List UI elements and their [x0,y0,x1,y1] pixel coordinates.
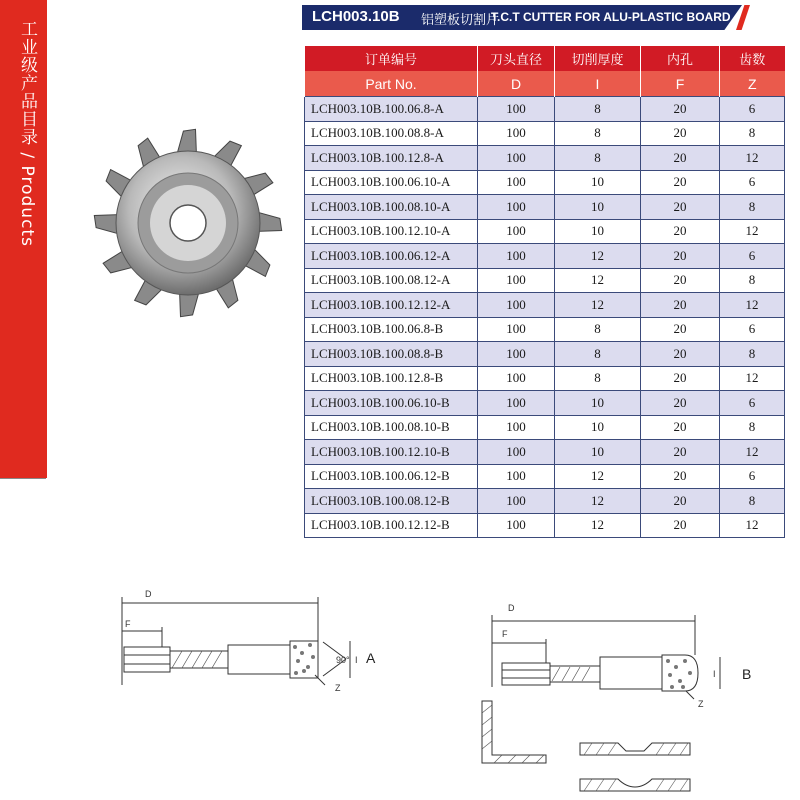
table-cell: 12 [555,489,641,514]
table-cell: 20 [641,415,720,440]
dim-z-label: Z [335,683,341,693]
table-cell: 100 [478,146,555,171]
table-cell: LCH003.10B.100.08.12-B [305,489,478,514]
dim-i-label: I [355,655,358,665]
table-cell: 20 [641,146,720,171]
dim-i-label: I [713,669,716,679]
spec-table [304,46,785,538]
table-cell: 10 [555,170,641,195]
table-cell: LCH003.10B.100.08.12-A [305,268,478,293]
table-cell: 12 [720,513,785,538]
product-name-cn: 铝塑板切割片 [421,13,500,28]
table-cell: 20 [641,342,720,367]
table-row [305,317,785,342]
table-row [305,268,785,293]
dim-z-label: Z [698,699,704,709]
table-cell: 20 [641,268,720,293]
table-cell: 100 [478,317,555,342]
u-groove-panel [580,779,690,791]
table-cell: 20 [641,391,720,416]
table-row [305,489,785,514]
table-cell: 20 [641,244,720,269]
table-cell: 6 [720,317,785,342]
diagram-b [480,595,780,800]
header-en: Part No. [305,71,478,97]
table-cell: 100 [478,513,555,538]
table-cell: 100 [478,293,555,318]
table-cell: 6 [720,170,785,195]
table-cell: 20 [641,195,720,220]
table-cell: 100 [478,342,555,367]
product-name-en: T.C.T CUTTER FOR ALU-PLASTIC BOARD [491,10,731,24]
table-cell: LCH003.10B.100.06.12-B [305,464,478,489]
table-row [305,293,785,318]
table-cell: 100 [478,440,555,465]
table-cell: 20 [641,366,720,391]
table-cell: 12 [555,513,641,538]
table-cell: 8 [555,146,641,171]
header-en: Z [720,71,785,97]
table-cell: 100 [478,391,555,416]
table-cell: 20 [641,121,720,146]
table-cell: 12 [555,268,641,293]
table-cell: 12 [555,464,641,489]
table-cell: 20 [641,97,720,122]
table-cell: 20 [641,317,720,342]
table-row [305,342,785,367]
table-cell: 12 [720,366,785,391]
table-cell: 20 [641,489,720,514]
table-cell: 20 [641,440,720,465]
header-cn: 订单编号 [305,46,478,71]
table-cell: 12 [720,219,785,244]
product-code: LCH003.10B [312,8,400,25]
table-row [305,464,785,489]
side-divider [0,478,46,479]
table-row [305,219,785,244]
table-row [305,513,785,538]
table-cell: LCH003.10B.100.12.12-B [305,513,478,538]
table-cell: LCH003.10B.100.08.8-B [305,342,478,367]
table-cell: 20 [641,464,720,489]
diagram-b-tag: B [742,666,752,682]
table-cell: 8 [555,366,641,391]
side-bar [0,0,47,478]
dim-d-label: D [508,603,515,613]
v-groove-panel [580,743,690,755]
table-cell: 100 [478,121,555,146]
dim-f-label: F [125,619,131,629]
table-row [305,440,785,465]
header-row-en [305,71,785,97]
table-cell: LCH003.10B.100.06.12-A [305,244,478,269]
table-cell: 100 [478,366,555,391]
table-cell: 8 [720,268,785,293]
table-cell: 100 [478,219,555,244]
table-cell: 12 [555,244,641,269]
table-cell: 6 [720,464,785,489]
table-cell: 8 [720,489,785,514]
table-row [305,146,785,171]
table-cell: 8 [720,121,785,146]
table-row [305,244,785,269]
header-row-cn [305,46,785,71]
table-cell: 100 [478,170,555,195]
table-cell: LCH003.10B.100.06.10-A [305,170,478,195]
table-cell: 100 [478,268,555,293]
table-row [305,391,785,416]
table-cell: 100 [478,244,555,269]
table-cell: 8 [720,342,785,367]
table-cell: 12 [555,293,641,318]
table-cell: 10 [555,391,641,416]
table-cell: LCH003.10B.100.08.8-A [305,121,478,146]
table-cell: LCH003.10B.100.12.10-A [305,219,478,244]
table-cell: LCH003.10B.100.08.10-B [305,415,478,440]
table-cell: 20 [641,513,720,538]
table-cell: LCH003.10B.100.12.12-A [305,293,478,318]
table-cell: 8 [555,97,641,122]
saw-blade-image [88,118,288,328]
diagram-a [110,585,410,700]
table-row [305,366,785,391]
table-cell: 6 [720,244,785,269]
table-cell: 6 [720,97,785,122]
table-cell: 100 [478,489,555,514]
table-cell: 12 [720,146,785,171]
table-row [305,170,785,195]
table-row [305,415,785,440]
sidebar-label: 工业级产品目录 / Products [17,20,37,247]
table-cell: LCH003.10B.100.12.8-B [305,366,478,391]
table-cell: 8 [555,342,641,367]
table-cell: 8 [555,121,641,146]
table-row [305,97,785,122]
table-cell: 10 [555,219,641,244]
table-cell: LCH003.10B.100.06.8-A [305,97,478,122]
table-cell: LCH003.10B.100.12.8-A [305,146,478,171]
dim-d-label: D [145,589,152,599]
table-cell: 10 [555,415,641,440]
header-cn: 内孔 [641,46,720,71]
table-cell: 100 [478,464,555,489]
header-en: I [555,71,641,97]
table-cell: LCH003.10B.100.12.10-B [305,440,478,465]
table-cell: 8 [720,415,785,440]
table-cell: 20 [641,170,720,195]
table-cell: 100 [478,195,555,220]
table-cell: 100 [478,415,555,440]
header-cn: 齿数 [720,46,785,71]
dim-f-label: F [502,629,508,639]
header-en: F [641,71,720,97]
folded-profile-l [482,701,546,763]
table-cell: 12 [720,440,785,465]
table-cell: LCH003.10B.100.08.10-A [305,195,478,220]
table-cell: 100 [478,97,555,122]
table-cell: 20 [641,293,720,318]
table-cell: LCH003.10B.100.06.8-B [305,317,478,342]
table-cell: 8 [720,195,785,220]
table-cell: 12 [720,293,785,318]
header-cn: 切削厚度 [555,46,641,71]
table-cell: 10 [555,195,641,220]
table-cell: 8 [555,317,641,342]
diagram-a-tag: A [366,650,376,666]
header-cn: 刀头直径 [478,46,555,71]
table-row [305,195,785,220]
table-cell: 10 [555,440,641,465]
table-row [305,121,785,146]
table-cell: LCH003.10B.100.06.10-B [305,391,478,416]
header-en: D [478,71,555,97]
table-cell: 6 [720,391,785,416]
dim-angle-label: 90° [336,655,350,665]
table-cell: 20 [641,219,720,244]
